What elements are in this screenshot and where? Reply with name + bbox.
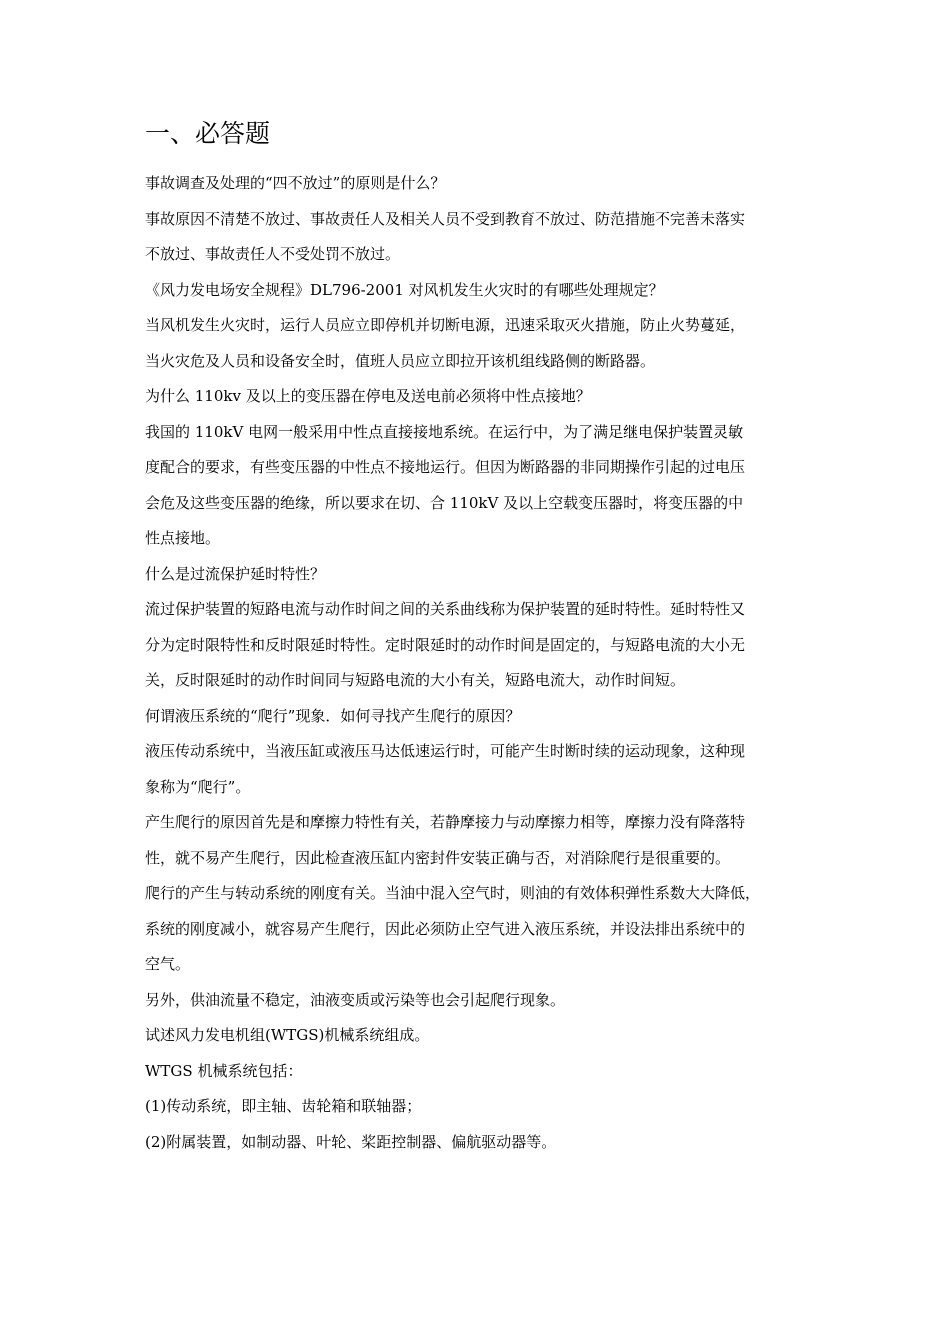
answer-line: 关，反时限延时的动作时间同与短路电流的大小有关，短路电流大，动作时间短。 bbox=[145, 671, 686, 689]
answer-line: 事故原因不清楚不放过、事故责任人及相关人员不受到教育不放过、防范措施不完善未落实 bbox=[145, 209, 746, 228]
question-line: 何谓液压系统的“爬行”现象．如何寻找产生爬行的原因？ bbox=[145, 706, 521, 725]
answer-line: 液压传动系统中，当液压缸或液压马达低速运行时，可能产生时断时续的运动现象，这种现 bbox=[145, 742, 746, 760]
answer-line: 产生爬行的原因首先是和摩擦力特性有关，若静摩接力与动摩擦力相等，摩擦力没有降落特 bbox=[145, 813, 746, 831]
question-line: 试述风力发电机组(WTGS)机械系统组成。 bbox=[145, 1026, 430, 1044]
question-line: 事故调查及处理的“四不放过”的原则是什么？ bbox=[145, 174, 446, 192]
answer-line: 空气。 bbox=[145, 955, 191, 973]
answer-line: WTGS 机械系统包括： bbox=[145, 1061, 303, 1080]
answer-line: 象称为“爬行”。 bbox=[145, 777, 251, 796]
answer-line: 爬行的产生与转动系统的刚度有关。当油中混入空气时，则油的有效体积弹性系数大大降低， bbox=[145, 884, 761, 902]
answer-line: 分为定时限特性和反时限延时特性。定时限延时的动作时间是固定的，与短路电流的大小无 bbox=[145, 635, 746, 654]
question-line: 为什么 110kv 及以上的变压器在停电及送电前必须将中性点接地？ bbox=[145, 387, 591, 405]
answer-line: 不放过、事故责任人不受处罚不放过。 bbox=[145, 245, 401, 263]
answer-line: 另外，供油流量不稳定，油液变质或污染等也会引起爬行现象。 bbox=[145, 990, 566, 1009]
answer-line: 我国的 110kV 电网一般采用中性点直接接地系统。在运行中，为了满足继电保护装置灵敏 bbox=[145, 422, 744, 441]
answer-line: 度配合的要求，有些变压器的中性点不接地运行。但因为断路器的非同期操作引起的过电压 bbox=[145, 458, 746, 476]
question-line: 《风力发电场安全规程》DL796-2001 对风机发生火灾时的有哪些处理规定？ bbox=[145, 280, 664, 299]
answer-line: 流过保护装置的短路电流与动作时间之间的关系曲线称为保护装置的延时特性。延时特性又 bbox=[145, 600, 746, 618]
answer-line: (2)附属装置，如制动器、叶轮、桨距控制器、偏航驱动器等。 bbox=[145, 1132, 557, 1151]
section-heading: 一、必答题 bbox=[145, 119, 271, 148]
question-line: 什么是过流保护延时特性？ bbox=[145, 564, 326, 583]
document-body bbox=[145, 112, 809, 1160]
answer-line: 当风机发生火灾时，运行人员应立即停机并切断电源，迅速采取灭火措施，防止火势蔓延， bbox=[145, 316, 746, 334]
answer-line: 性点接地。 bbox=[145, 529, 221, 547]
answer-line: 系统的刚度减小，就容易产生爬行，因此必须防止空气进入液压系统，并设法排出系统中的 bbox=[145, 919, 746, 938]
answer-line: (1)传动系统，即主轴、齿轮箱和联轴器； bbox=[145, 1097, 422, 1115]
answer-line: 当火灾危及人员和设备安全时，值班人员应立即拉开该机组线路侧的断路器。 bbox=[145, 351, 656, 370]
answer-line: 会危及这些变压器的绝缘，所以要求在切、合 110kV 及以上空载变压器时，将变压器的中 bbox=[145, 493, 744, 512]
answer-line: 性，就不易产生爬行，因此检查液压缸内密封件安装正确与否，对消除爬行是很重要的。 bbox=[145, 848, 731, 867]
